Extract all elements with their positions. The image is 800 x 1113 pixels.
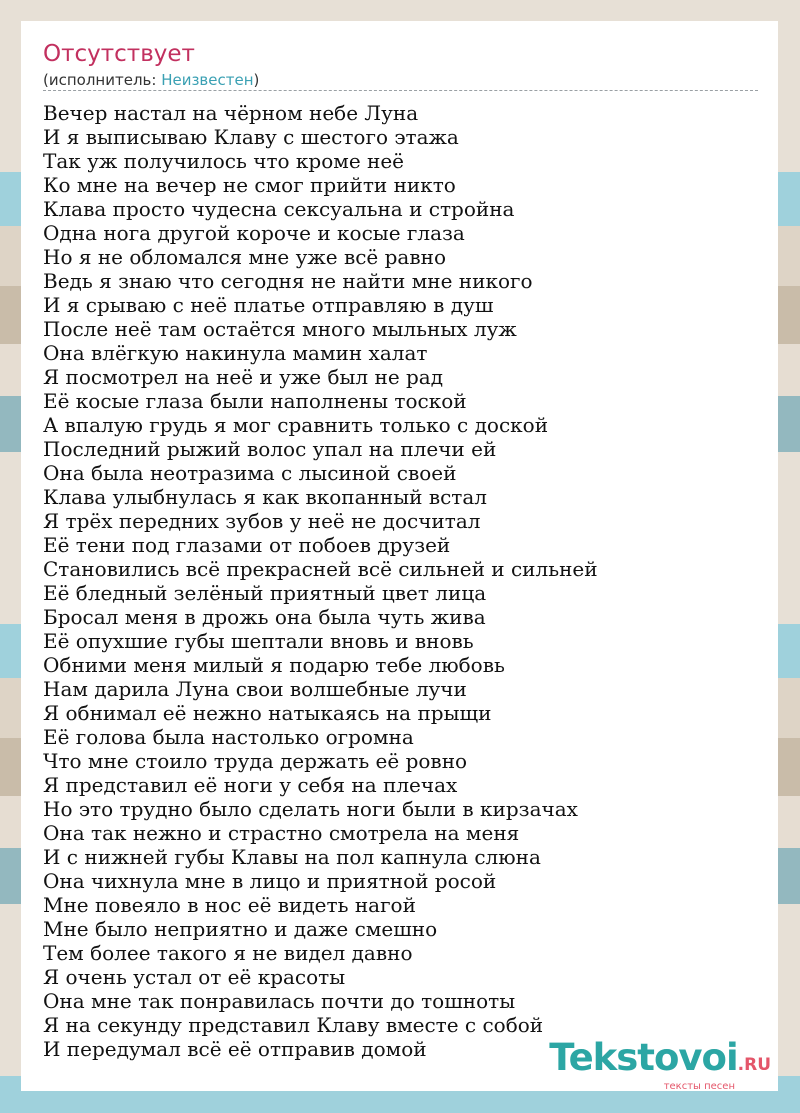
logo-name: Tekstovoi — [549, 1036, 738, 1079]
lyric-line: Нам дарила Луна свои волшебные лучи — [43, 677, 467, 701]
lyric-line: И с нижней губы Клавы на пол капнула слюна — [43, 845, 541, 869]
lyric-line: Я трёх передних зубов у неё не досчитал — [43, 509, 481, 533]
lyric-line: Последний рыжий волос упал на плечи ей — [43, 437, 497, 461]
lyric-line: Мне было неприятно и даже смешно — [43, 917, 438, 941]
title-divider — [43, 90, 758, 91]
lyric-line: После неё там остаётся много мыльных луж — [43, 317, 517, 341]
artist-suffix: ) — [253, 71, 260, 89]
logo-tagline: тексты песен — [663, 1081, 735, 1092]
lyric-line: Тем более такого я не видел давно — [43, 941, 413, 965]
lyric-line: Бросал меня в дрожь она была чуть жива — [43, 605, 486, 629]
lyric-line: Она была неотразима с лысиной своей — [43, 461, 457, 485]
lyric-line: Но это трудно было сделать ноги были в кирзачах — [43, 797, 578, 821]
lyric-line: А впалую грудь я мог сравнить только с доской — [43, 413, 549, 437]
site-logo[interactable] — [549, 1036, 771, 1092]
lyric-line: Она влёгкую накинула мамин халат — [43, 341, 428, 365]
artist-line — [43, 71, 259, 89]
lyric-line: Что мне стоило труда держать её ровно — [43, 749, 468, 773]
lyric-line: Я посмотрел на неё и уже был не рад — [43, 365, 444, 389]
lyric-line: Её бледный зелёный приятный цвет лица — [43, 581, 487, 605]
lyric-line: И передумал всё её отправив домой — [43, 1037, 427, 1061]
lyric-line: Я на секунду представил Клаву вместе с собой — [43, 1013, 544, 1037]
lyric-line: Она чихнула мне в лицо и приятной росой — [43, 869, 497, 893]
lyric-line: Клава просто чудесна сексуальна и стройна — [43, 197, 515, 221]
lyric-line: Она так нежно и страстно смотрела на меня — [43, 821, 520, 845]
lyrics-card — [21, 21, 778, 1091]
lyric-line: Обними меня милый я подарю тебе любовь — [43, 653, 505, 677]
lyric-line: Её голова была настолько огромна — [43, 725, 414, 749]
lyric-line: Её косые глаза были наполнены тоской — [43, 389, 467, 413]
lyric-line: Её опухшие губы шептали вновь и вновь — [43, 629, 474, 653]
lyric-line: Её тени под глазами от побоев друзей — [43, 533, 451, 557]
logo-domain: .RU — [737, 1055, 771, 1075]
lyric-line: Мне повеяло в нос её видеть нагой — [43, 893, 416, 917]
lyric-line: Я представил её ноги у себя на плечах — [43, 773, 458, 797]
lyric-line: И я выписываю Клаву с шестого этажа — [43, 125, 459, 149]
artist-prefix: (исполнитель: — [43, 71, 162, 89]
lyric-line: Ведь я знаю что сегодня не найти мне никого — [43, 269, 533, 293]
lyric-line: Ко мне на вечер не смог прийти никто — [43, 173, 456, 197]
lyrics-body — [43, 101, 763, 1061]
lyric-line: Но я не обломался мне уже всё равно — [43, 245, 446, 269]
lyric-line: Становились всё прекрасней всё сильней и сильней — [43, 557, 598, 581]
song-title: Отсутствует — [43, 41, 195, 67]
lyric-line: Клава улыбнулась я как вкопанный встал — [43, 485, 487, 509]
lyric-line: Я обнимал её нежно натыкаясь на прыщи — [43, 701, 492, 725]
logo-wordmark — [549, 1036, 771, 1084]
lyric-line: Одна нога другой короче и косые глаза — [43, 221, 465, 245]
artist-link[interactable]: Неизвестен — [161, 71, 254, 89]
lyric-line: Так уж получилось что кроме неё — [43, 149, 405, 173]
lyric-line: И я срываю с неё платье отправляю в душ — [43, 293, 494, 317]
lyric-line: Она мне так понравилась почти до тошноты — [43, 989, 516, 1013]
lyric-line: Я очень устал от её красоты — [43, 965, 346, 989]
lyric-line: Вечер настал на чёрном небе Луна — [43, 101, 419, 125]
